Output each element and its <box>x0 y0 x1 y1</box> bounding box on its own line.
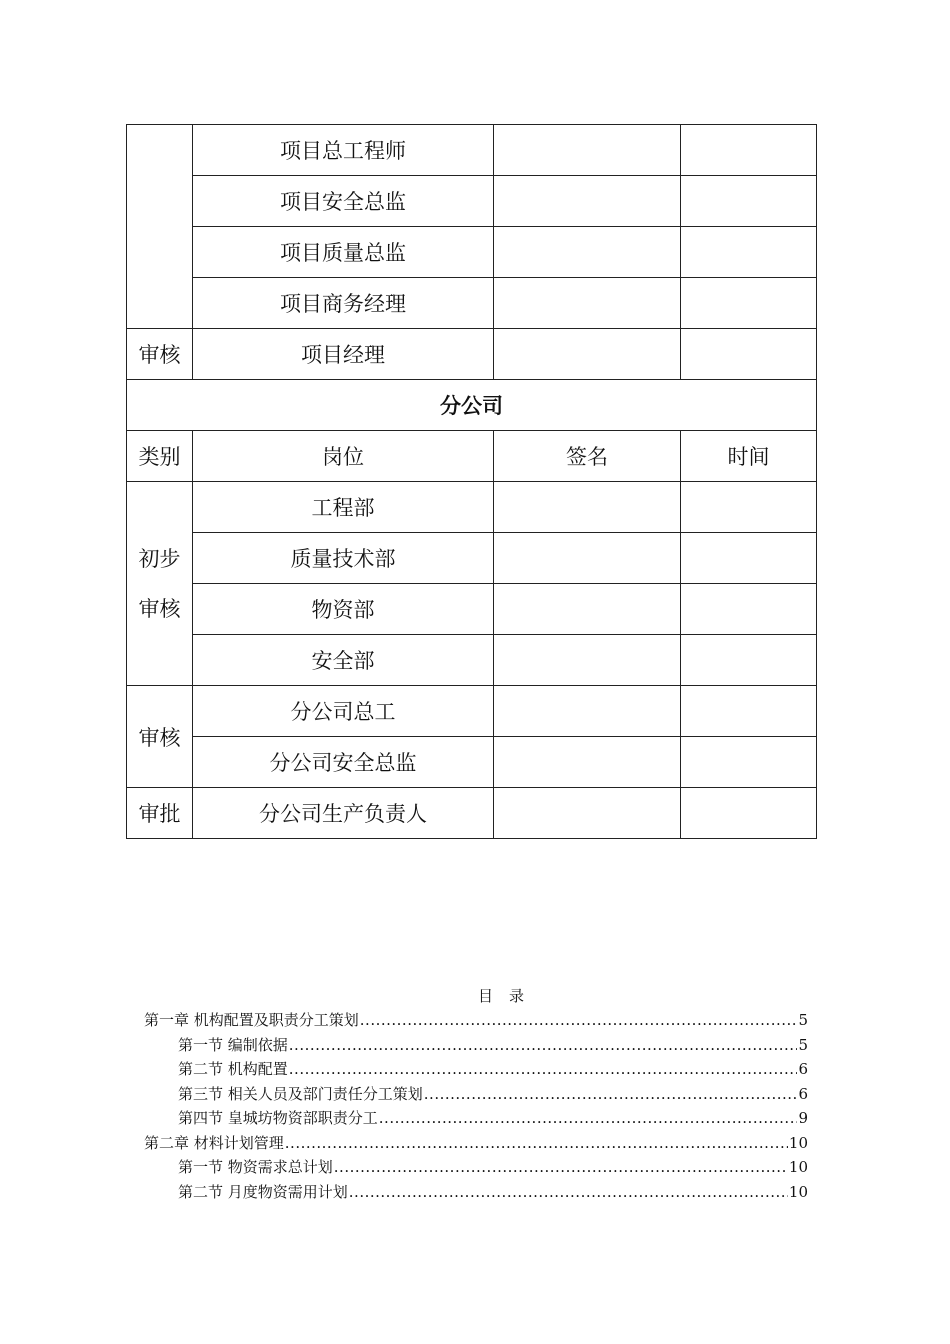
toc-entry-page: 10 <box>788 1182 808 1201</box>
toc-leader-dots <box>349 1180 788 1205</box>
signature-cell[interactable] <box>494 125 681 176</box>
header-position: 岗位 <box>193 431 494 482</box>
toc-entry-page: 5 <box>798 1011 808 1029</box>
toc-entry[interactable] <box>144 1180 808 1205</box>
table-row <box>127 788 817 839</box>
toc-entry[interactable] <box>144 1033 808 1058</box>
time-cell[interactable] <box>681 737 817 788</box>
time-cell[interactable] <box>681 584 817 635</box>
signature-cell[interactable] <box>494 788 681 839</box>
toc-title <box>194 984 808 1008</box>
toc-entry-label: 第一节 编制依据 <box>178 1035 288 1054</box>
category-cell-initial-review <box>127 482 193 686</box>
time-cell[interactable] <box>681 686 817 737</box>
table-row <box>127 176 817 227</box>
approval-signature-table <box>126 124 817 839</box>
toc-entry-label: 第二章 材料计划管理 <box>144 1133 284 1152</box>
signature-cell[interactable] <box>494 686 681 737</box>
header-time: 时间 <box>681 431 817 482</box>
signature-cell[interactable] <box>494 635 681 686</box>
time-cell[interactable] <box>681 788 817 839</box>
toc-leader-dots <box>379 1106 798 1131</box>
table-row <box>127 737 817 788</box>
toc-leader-dots <box>334 1155 788 1180</box>
toc-leader-dots <box>424 1082 798 1107</box>
section-row <box>127 380 817 431</box>
time-cell[interactable] <box>681 176 817 227</box>
toc-entry[interactable] <box>144 1057 808 1082</box>
time-cell[interactable] <box>681 227 817 278</box>
table-row <box>127 482 817 533</box>
signature-cell[interactable] <box>494 533 681 584</box>
toc-leader-dots <box>289 1033 798 1058</box>
toc-entry[interactable] <box>144 1008 808 1033</box>
toc-entry-label: 第二节 月度物资需用计划 <box>178 1182 348 1201</box>
section-title: 分公司 <box>127 380 817 431</box>
toc-entry[interactable] <box>144 1131 808 1156</box>
category-line: 审核 <box>138 596 181 621</box>
signature-cell[interactable] <box>494 737 681 788</box>
category-cell-approve: 审批 <box>127 788 193 839</box>
position-cell: 物资部 <box>193 584 494 635</box>
toc-leader-dots <box>289 1057 798 1082</box>
table-row <box>127 227 817 278</box>
category-cell: 审核 <box>127 329 193 380</box>
toc-entry-label: 第一节 物资需求总计划 <box>178 1158 333 1176</box>
toc-leader-dots <box>285 1131 788 1156</box>
toc-entry[interactable] <box>144 1155 808 1180</box>
header-signature: 签名 <box>494 431 681 482</box>
signature-cell[interactable] <box>494 482 681 533</box>
position-cell: 项目安全总监 <box>193 176 494 227</box>
header-row <box>127 431 817 482</box>
signature-cell[interactable] <box>494 329 681 380</box>
header-category: 类别 <box>127 431 193 482</box>
toc-entry-label: 第二节 机构配置 <box>178 1060 288 1078</box>
time-cell[interactable] <box>681 125 817 176</box>
position-cell: 项目质量总监 <box>193 227 494 278</box>
toc-entry-page: 6 <box>798 1060 808 1078</box>
signature-cell[interactable] <box>494 584 681 635</box>
time-cell[interactable] <box>681 278 817 329</box>
time-cell[interactable] <box>681 329 817 380</box>
toc-entry-page: 10 <box>788 1158 808 1176</box>
toc-entry-page: 5 <box>798 1035 808 1054</box>
category-cell-empty <box>127 125 193 329</box>
table-row <box>127 125 817 176</box>
toc-entry-page: 9 <box>798 1109 808 1127</box>
position-cell: 项目商务经理 <box>193 278 494 329</box>
toc-entry-label: 第三节 相关人员及部门责任分工策划 <box>178 1084 423 1103</box>
time-cell[interactable] <box>681 533 817 584</box>
table-row <box>127 635 817 686</box>
category-line: 初步 <box>138 546 181 571</box>
signature-cell[interactable] <box>494 176 681 227</box>
position-cell: 安全部 <box>193 635 494 686</box>
table-row <box>127 533 817 584</box>
position-cell: 分公司安全总监 <box>193 737 494 788</box>
table-row <box>127 329 817 380</box>
table-row <box>127 584 817 635</box>
position-cell: 分公司生产负责人 <box>193 788 494 839</box>
position-cell: 质量技术部 <box>193 533 494 584</box>
table-row <box>127 278 817 329</box>
toc-entry-label: 第一章 机构配置及职责分工策划 <box>144 1011 359 1029</box>
table-row <box>127 686 817 737</box>
toc-entry-label: 第四节 皇城坊物资部职责分工 <box>178 1109 378 1127</box>
time-cell[interactable] <box>681 482 817 533</box>
table-of-contents <box>144 984 808 1204</box>
position-cell: 项目经理 <box>193 329 494 380</box>
toc-entry[interactable] <box>144 1082 808 1107</box>
position-cell: 工程部 <box>193 482 494 533</box>
toc-title-char: 录 <box>509 987 525 1005</box>
toc-entry-page: 6 <box>798 1084 808 1103</box>
toc-entry[interactable] <box>144 1106 808 1131</box>
category-cell-review: 审核 <box>127 686 193 788</box>
time-cell[interactable] <box>681 635 817 686</box>
toc-title-char: 目 <box>477 987 493 1005</box>
toc-leader-dots <box>360 1008 798 1033</box>
signature-cell[interactable] <box>494 278 681 329</box>
position-cell: 分公司总工 <box>193 686 494 737</box>
position-cell: 项目总工程师 <box>193 125 494 176</box>
toc-entry-page: 10 <box>788 1133 808 1152</box>
signature-cell[interactable] <box>494 227 681 278</box>
